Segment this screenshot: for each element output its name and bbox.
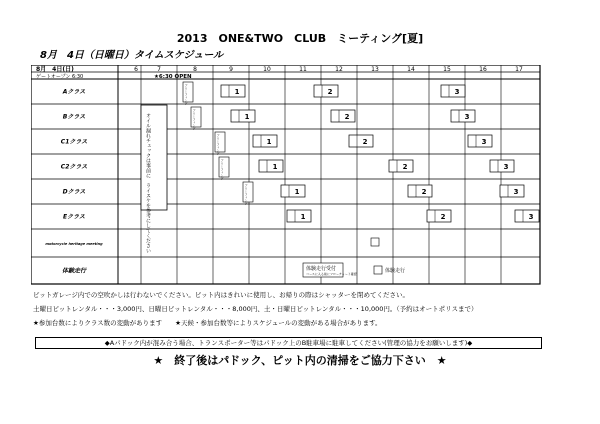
session-block [389, 160, 413, 172]
hour-label: 12 [335, 66, 343, 73]
session-block [468, 135, 492, 147]
note-pit-rental: 土曜日ピットレンタル・・・3,000円、日曜日ピットレンタル・・・8,000円、土・日曜日ピットレンタル・・・10,000円。（予約はオートポリスまで） [33, 305, 478, 313]
session-number: 1 [234, 88, 240, 96]
session-number: 3 [481, 138, 487, 146]
hour-label: 10 [263, 66, 271, 73]
hour-label: 13 [371, 66, 379, 73]
session-number: 3 [513, 188, 519, 196]
briefing-label: ブリーフィング [244, 184, 248, 205]
taiken-run-box [374, 266, 382, 274]
class-row-label: 体験走行 [61, 267, 87, 275]
session-block [259, 160, 283, 172]
session-number: 2 [327, 88, 333, 96]
note-schedule-change: ★参加台数によりクラス数の変動があります ★天候・参加台数等によりスケジュールの変動がある場合があります。 [33, 319, 382, 327]
session-number: 3 [503, 163, 509, 171]
session-block [500, 185, 524, 197]
session-number: 3 [528, 213, 534, 221]
class-row-label: Eクラス [63, 213, 85, 221]
schedule-grid [31, 65, 541, 285]
session-block [515, 210, 539, 222]
heritage-box [371, 238, 379, 246]
session-number: 1 [272, 163, 278, 171]
briefing-label: ブリーフィング [216, 134, 220, 155]
briefing-label: ブリーフィング [220, 159, 224, 180]
hour-label: 8 [193, 66, 197, 73]
session-number: 1 [294, 188, 300, 196]
paddock-notice-bar: ◆Aパドック内が混み合う場合、トランスポーター等はパドック上のB駐車場に駐車してください(管理の協力をお願いします)◆ [35, 337, 542, 349]
session-block [441, 85, 465, 97]
gate-open-label: ゲートオープン 6:30 [36, 74, 84, 80]
session-block [314, 85, 338, 97]
hour-label: 11 [299, 66, 307, 73]
hour-label: 6 [134, 66, 138, 73]
note-pit-garage: ピットガレージ内での空吹かしは行わないでください。ピット内はきれいに使用し、お帰りの際はシャッターを閉めてください。 [33, 291, 410, 299]
session-block [221, 85, 245, 97]
session-block [427, 210, 451, 222]
session-block [287, 210, 311, 222]
hour-label: 15 [443, 66, 451, 73]
session-block [281, 185, 305, 197]
session-number: 1 [266, 138, 272, 146]
session-block [490, 160, 514, 172]
briefing-label: ブリーフィング [192, 109, 196, 130]
session-block [253, 135, 277, 147]
taiken-reception-sub: コースに入る前にフローチャート確認 [306, 272, 357, 276]
class-row-label: C2クラス [60, 163, 88, 171]
session-block [231, 110, 255, 122]
page-title: 2013 ONE&TWO CLUB ミーティング[夏] [176, 32, 424, 45]
footer-message: ★ 終了後はパドック、ピット内の清掃をご協力下さい ★ [153, 354, 447, 367]
session-number: 1 [300, 213, 306, 221]
briefing-label: ブリーフィング [184, 84, 188, 105]
hour-label: 14 [407, 66, 415, 73]
session-number: 2 [421, 188, 427, 196]
taiken-reception-label: 体験走行受付 [306, 266, 337, 272]
session-number: 3 [464, 113, 470, 121]
session-number: 2 [440, 213, 446, 221]
hour-label: 9 [229, 66, 233, 73]
oil-check-notice: オイル漏れチェックは事前に ライスケを参考にしてください [145, 113, 151, 253]
class-row-label: Aクラス [62, 88, 86, 96]
class-row-label: Bクラス [62, 113, 86, 121]
hour-label: 16 [479, 66, 487, 73]
session-block [349, 135, 373, 147]
page-subtitle: 8月 4日（日曜日）タイムスケジュール [40, 50, 224, 61]
session-number: 2 [362, 138, 368, 146]
hour-label: 17 [515, 66, 523, 73]
session-block [451, 110, 475, 122]
session-number: 2 [402, 163, 408, 171]
class-row-label: motorcycle heritage meeting [45, 242, 103, 246]
session-number: 3 [454, 88, 460, 96]
date-label: 8月 4日(日) [36, 66, 74, 73]
taiken-run-label: 体験走行 [385, 268, 406, 274]
hour-label: 7 [157, 66, 161, 73]
session-block [408, 185, 432, 197]
session-number: 1 [244, 113, 250, 121]
session-block [331, 110, 355, 122]
class-row-label: Dクラス [62, 188, 86, 196]
session-number: 2 [344, 113, 350, 121]
class-row-label: C1クラス [60, 138, 88, 146]
open-marker: ★6:30 OPEN [154, 74, 192, 80]
